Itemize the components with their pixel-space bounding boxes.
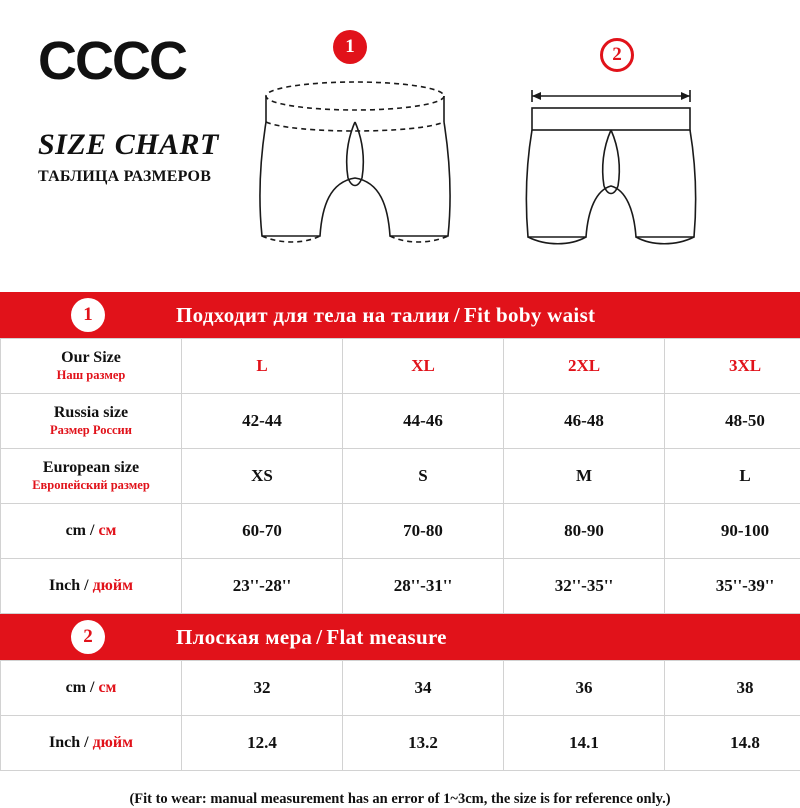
value-text: 13.2 <box>408 733 438 752</box>
value-text: 14.1 <box>569 733 599 752</box>
value-text: XS <box>251 466 273 485</box>
row-label-ru: дюйм <box>93 577 133 594</box>
row-label-our-size <box>1 339 182 394</box>
row-label-european-size <box>1 449 182 504</box>
value-text: 48-50 <box>725 411 765 430</box>
section-2-badge <box>0 620 176 654</box>
value-text: XL <box>411 356 435 375</box>
row-label-en: Inch / <box>49 577 89 594</box>
table-row <box>1 661 800 716</box>
figure-2-illustration <box>512 82 712 272</box>
section-1-title-ru: Подходит для тела на талии <box>176 303 450 327</box>
value-text: 32 <box>254 678 271 697</box>
table-row <box>1 339 800 394</box>
value-text: 90-100 <box>721 521 769 540</box>
brand-block <box>38 34 258 185</box>
value-text: L <box>739 466 750 485</box>
row-label-inline <box>49 577 133 594</box>
value-text: 28''-31'' <box>394 576 453 595</box>
figure-1-illustration <box>248 78 463 273</box>
value-text: 23''-28'' <box>233 576 292 595</box>
row-label-russia-size <box>1 394 182 449</box>
row-label-ru: Размер России <box>3 423 179 439</box>
figure-1-number: 1 <box>333 30 367 64</box>
row-label-inline <box>49 734 133 751</box>
value-text: 46-48 <box>564 411 604 430</box>
footnote: (Fit to wear: manual measurement has an error of 1~3cm, the size is for reference only.) <box>0 771 800 808</box>
cell-value <box>504 559 665 614</box>
cell-value <box>504 339 665 394</box>
value-text: 32''-35'' <box>555 576 614 595</box>
row-label-cm <box>1 504 182 559</box>
cell-value <box>665 339 800 394</box>
value-text: 44-46 <box>403 411 443 430</box>
value-text: 14.8 <box>730 733 760 752</box>
cell-value <box>182 339 343 394</box>
value-text: 3XL <box>729 356 761 375</box>
value-text: S <box>418 466 427 485</box>
row-label-ru: см <box>98 522 116 539</box>
row-label-en: European size <box>3 458 179 478</box>
cell-value <box>665 661 800 716</box>
row-label-ru: Европейский размер <box>3 478 179 494</box>
value-text: 34 <box>415 678 432 697</box>
value-text: 60-70 <box>242 521 282 540</box>
section-1-title <box>176 303 595 328</box>
table-row <box>1 394 800 449</box>
table-row <box>1 449 800 504</box>
section-2-number: 2 <box>71 620 105 654</box>
section-2-title-separator: / <box>312 625 326 649</box>
row-label-en: Inch / <box>49 734 89 751</box>
section-2-title <box>176 625 447 650</box>
section-1-title-separator: / <box>450 303 464 327</box>
row-label-en: Our Size <box>3 348 179 368</box>
value-text: 12.4 <box>247 733 277 752</box>
section-2-title-en: Flat measure <box>326 625 446 649</box>
cell-value <box>182 661 343 716</box>
cell-value <box>504 394 665 449</box>
cell-value <box>504 661 665 716</box>
cell-value <box>504 449 665 504</box>
row-label-ru: дюйм <box>93 734 133 751</box>
cell-value <box>182 504 343 559</box>
cell-value <box>665 716 800 771</box>
row-label-ru: Наш размер <box>3 368 179 384</box>
value-text: M <box>576 466 592 485</box>
page-title: SIZE CHART <box>38 130 258 160</box>
row-label-en: cm / <box>66 522 95 539</box>
value-text: 36 <box>576 678 593 697</box>
cell-value <box>182 559 343 614</box>
section-1-number: 1 <box>71 298 105 332</box>
section-2-title-ru: Плоская мера <box>176 625 312 649</box>
value-text: 2XL <box>568 356 600 375</box>
cell-value <box>343 559 504 614</box>
cell-value <box>665 504 800 559</box>
row-label-ru: см <box>98 679 116 696</box>
section-1-title-en: Fit boby waist <box>464 303 595 327</box>
row-label-cm-flat <box>1 661 182 716</box>
brand-logo: CCCC <box>38 34 258 88</box>
cell-value <box>182 394 343 449</box>
table-row <box>1 716 800 771</box>
cell-value <box>665 559 800 614</box>
value-text: 42-44 <box>242 411 282 430</box>
page-subtitle: ТАБЛИЦА РАЗМЕРОВ <box>38 169 258 185</box>
table-row <box>1 559 800 614</box>
cell-value <box>504 716 665 771</box>
cell-value <box>665 449 800 504</box>
row-label-inch <box>1 559 182 614</box>
header-illustration-area <box>0 0 800 292</box>
cell-value <box>343 449 504 504</box>
section-1-header <box>0 292 800 338</box>
size-table-fit-body-waist <box>0 338 800 614</box>
section-2-header <box>0 614 800 660</box>
cell-value <box>182 716 343 771</box>
cell-value <box>343 394 504 449</box>
section-1-badge <box>0 298 176 332</box>
row-label-inline <box>66 522 117 539</box>
row-label-en: cm / <box>66 679 95 696</box>
cell-value <box>343 504 504 559</box>
cell-value <box>343 339 504 394</box>
table-row <box>1 504 800 559</box>
figure-2-number: 2 <box>600 38 634 72</box>
row-label-inch-flat <box>1 716 182 771</box>
size-table-flat-measure <box>0 660 800 771</box>
value-text: 35''-39'' <box>716 576 775 595</box>
row-label-en: Russia size <box>3 403 179 423</box>
figure-2-badge <box>600 38 634 72</box>
cell-value <box>343 716 504 771</box>
value-text: 70-80 <box>403 521 443 540</box>
value-text: L <box>256 356 267 375</box>
cell-value <box>504 504 665 559</box>
cell-value <box>665 394 800 449</box>
value-text: 80-90 <box>564 521 604 540</box>
value-text: 38 <box>737 678 754 697</box>
cell-value <box>343 661 504 716</box>
figure-1-badge <box>333 30 367 64</box>
row-label-inline <box>66 679 117 696</box>
cell-value <box>182 449 343 504</box>
